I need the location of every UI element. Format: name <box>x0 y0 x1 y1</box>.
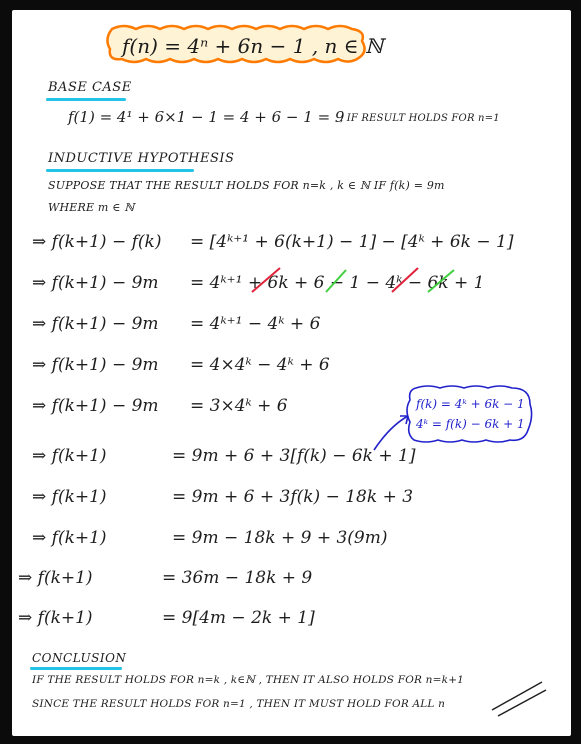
base-case-heading: BASE CASE <box>48 80 132 95</box>
conclusion-heading: CONCLUSION <box>32 651 127 665</box>
base-case-remark: , IF RESULT HOLDS FOR n=1 <box>340 113 500 124</box>
note-line-1: f(k) = 4ᵏ + 6k − 1 <box>416 397 525 411</box>
step-8-rhs: = 9m − 18k + 9 + 3(9m) <box>172 528 388 548</box>
note-line-2: 4ᵏ = f(k) − 6k + 1 <box>416 417 525 431</box>
base-case-underline <box>46 98 126 101</box>
step-2-lhs: ⇒ f(k+1) − 9m <box>32 273 159 293</box>
step-6-rhs: = 9m + 6 + 3[f(k) − 6k + 1] <box>172 446 416 466</box>
worksheet-page <box>12 10 571 736</box>
cancellation-strikes <box>242 260 482 300</box>
conclusion-line-2: SINCE THE RESULT HOLDS FOR n=1 , THEN IT MUST HOLD FOR ALL n <box>32 698 446 710</box>
step-7-lhs: ⇒ f(k+1) <box>32 487 107 507</box>
step-4-lhs: ⇒ f(k+1) − 9m <box>32 355 159 375</box>
base-case-line: f(1) = 4¹ + 6×1 − 1 = 4 + 6 − 1 = 9 <box>68 108 345 126</box>
step-10-rhs: = 9[4m − 2k + 1] <box>162 608 315 628</box>
step-9-rhs: = 36m − 18k + 9 <box>162 568 313 588</box>
inductive-underline <box>46 169 194 172</box>
step-4-rhs: = 4×4ᵏ − 4ᵏ + 6 <box>190 355 330 375</box>
step-1-lhs: ⇒ f(k+1) − f(k) <box>32 232 162 252</box>
step-3-lhs: ⇒ f(k+1) − 9m <box>32 314 159 334</box>
step-2-rhs: = 4ᵏ⁺¹ + 6k + 6 − 1 − 4ᵏ − 6k + 1 <box>190 273 485 293</box>
inductive-line-1: SUPPOSE THAT THE RESULT HOLDS FOR n=k , k ∈ ℕ IF f(k) = 9m <box>48 179 445 192</box>
step-1-rhs: = [4ᵏ⁺¹ + 6(k+1) − 1] − [4ᵏ + 6k − 1] <box>190 232 514 252</box>
step-9-lhs: ⇒ f(k+1) <box>18 568 93 588</box>
conclusion-line-1: IF THE RESULT HOLDS FOR n=k , k∈ℕ , THEN IT ALSO HOLDS FOR n=k+1 <box>32 674 465 686</box>
step-5-rhs: = 3×4ᵏ + 6 <box>190 396 288 416</box>
step-6-lhs: ⇒ f(k+1) <box>32 446 107 466</box>
inductive-line-2: WHERE m ∈ ℕ <box>48 201 135 214</box>
inductive-heading: INDUCTIVE HYPOTHESIS <box>48 151 235 166</box>
conclusion-underline <box>30 667 122 670</box>
step-7-rhs: = 9m + 6 + 3f(k) − 18k + 3 <box>172 487 414 507</box>
step-5-lhs: ⇒ f(k+1) − 9m <box>32 396 159 416</box>
title-formula: f(n) = 4ⁿ + 6n − 1 , n ∈ ℕ <box>122 34 384 58</box>
end-of-proof-marks <box>488 678 548 718</box>
step-10-lhs: ⇒ f(k+1) <box>18 608 93 628</box>
step-8-lhs: ⇒ f(k+1) <box>32 528 107 548</box>
step-3-rhs: = 4ᵏ⁺¹ − 4ᵏ + 6 <box>190 314 321 334</box>
